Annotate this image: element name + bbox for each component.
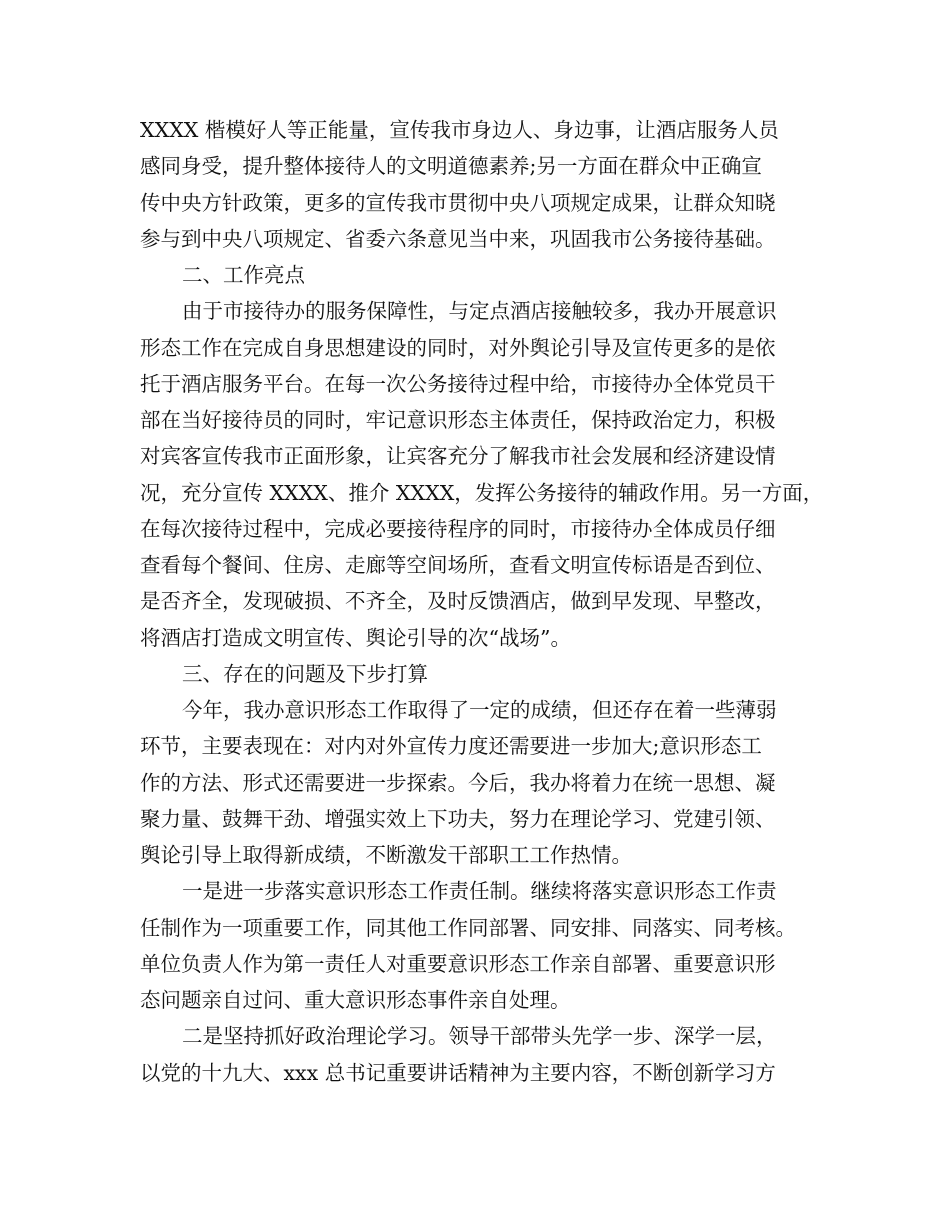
section-heading: 三、存在的问题及下步打算 [182,661,428,686]
body-line: 在每次接待过程中，完成必要接待程序的同时，市接待办全体成员仔细 [140,516,776,541]
body-line: 部在当好接待员的同时，牢记意识形态主体责任，保持政治定力，积极 [140,408,776,432]
body-line: 今年，我办意识形态工作取得了一定的成绩，但还存在着一些薄弱 [182,698,777,722]
body-line: 舆论引导上取得新成绩，不断激发干部职工工作热情。 [140,843,632,867]
body-line: 感同身受，提升整体接待人的文明道德素养;另一方面在群众中正确宣 [140,154,762,179]
body-line: 作的方法、形式还需要进一步探索。今后，我办将着力在统一思想、凝 [140,770,776,795]
body-line: 环节，主要表现在：对内对外宣传力度还需要进一步加大;意识形态工 [140,734,762,759]
body-line: 任制作为一项重要工作，同其他工作同部署、同安排、同落实、同考核。 [140,915,796,940]
body-line: 况，充分宣传 XXXX、推介 XXXX，发挥公务接待的辅政作用。另一方面， [140,480,824,505]
body-line: 聚力量、鼓舞干劲、增强实效上下功夫，努力在理论学习、党建引领、 [140,806,776,831]
body-line: 由于市接待办的服务保障性，与定点酒店接触较多，我办开展意识 [182,299,777,324]
body-line: 将酒店打造成文明宣传、舆论引导的次“战场”。 [140,625,571,650]
body-line: 二是坚持抓好政治理论学习。领导干部带头先学一步、深学一层， [182,1024,777,1049]
body-line: 一是进一步落实意识形态工作责任制。继续将落实意识形态工作责 [182,879,777,904]
body-line: 托于酒店服务平台。在每一次公务接待过程中给，市接待办全体党员干 [140,371,776,396]
body-line: 态问题亲自过问、重大意识形态事件亲自处理。 [140,988,571,1012]
body-line: 对宾客宣传我市正面形象，让宾客充分了解我市社会发展和经济建设情 [140,444,776,469]
body-line: XXXX 楷模好人等正能量，宣传我市身边人、身边事，让酒店服务人员 [140,118,779,142]
body-line: 传中央方针政策，更多的宣传我市贯彻中央八项规定成果，让群众知晓 [140,190,776,215]
document-body [140,112,830,1091]
body-line: 形态工作在完成自身思想建设的同时，对外舆论引导及宣传更多的是依 [140,335,776,360]
body-line: 以党的十九大、xxx 总书记重要讲话精神为主要内容，不断创新学习方 [140,1060,776,1085]
body-line: 单位负责人作为第一责任人对重要意识形态工作亲自部署、重要意识形 [140,951,776,976]
section-heading: 二、工作亮点 [182,263,305,287]
body-line: 查看每个餐间、住房、走廊等空间场所，查看文明宣传标语是否到位、 [140,553,776,577]
body-line: 参与到中央八项规定、省委六条意见当中来，巩固我市公务接待基础。 [140,226,776,251]
body-line: 是否齐全，发现破损、不齐全，及时反馈酒店，做到早发现、早整改， [140,589,776,614]
